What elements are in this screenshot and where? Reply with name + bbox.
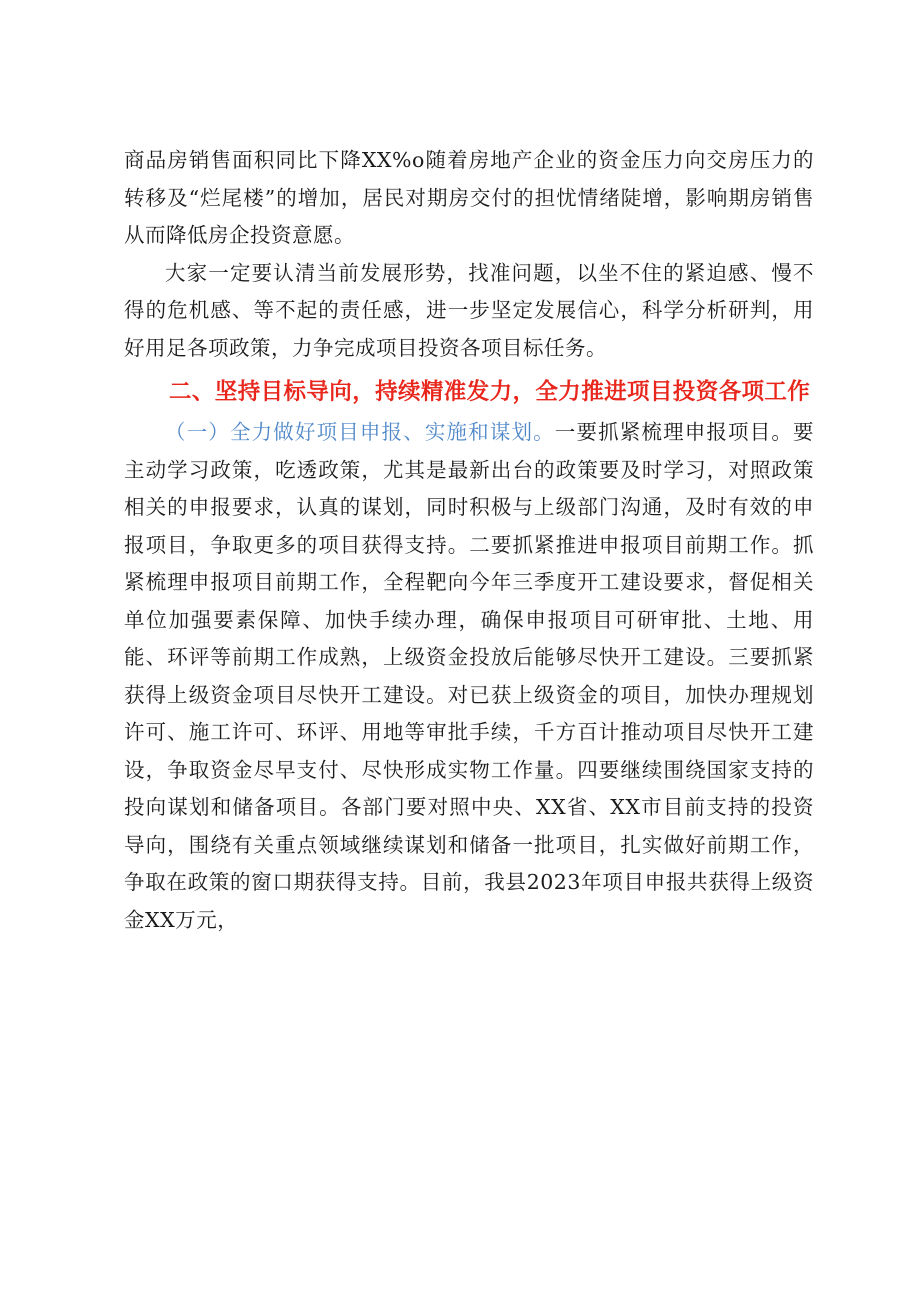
body-paragraph-3 (124, 414, 814, 939)
section-heading: 二、坚持目标导向，持续精准发力，全力推进项目投资各项工作 (169, 379, 811, 405)
subsection-body: 一要抓紧梳理申报项目。要主动学习政策，吃透政策，尤其是最新出台的政策要及时学习，对照政策相关的申报要求，认真的谋划，同时积极与上级部门沟通，及时有效的申报项目，争取更多的项目获得支持。二要抓紧推进申报项目前期工作。抓紧梳理申报项目前期工作，全程靶向今年三季度开工建设要求，督促相关单位加强要素保障、加快手续办理，确保申报项目可研审批、土地、用能、环评等前期工作成熟，上级资金投放后能够尽快开工建设。三要抓紧获得上级资金项目尽快开工建设。对已获上级资金的项目，加快办理规划许可、施工许可、环评、用地等审批手续，千方百计推动项目尽快开工建设，争取资金尽早支付、尽快形成实物工作量。四要继续围绕国家支持的投向谋划和储备项目。各部门要对照中央、XX省、XX市目前支持的投资导向，围绕有关重点领域继续谋划和储备一批项目，扎实做好前期工作，争取在政策的窗口期获得支持。目前，我县2023年项目申报共获得上级资金XX万元， (124, 420, 815, 932)
subsection-title: （一）全力做好项目申报、实施和谋划。 (165, 420, 555, 444)
body-paragraph-2: 大家一定要认清当前发展形势，找准问题，以坐不住的紧迫感、慢不得的危机感、等不起的责任感，进一步坚定发展信心，科学分析研判，用好用足各项政策，力争完成项目投资各项目标任务。 (124, 260, 814, 360)
body-paragraph-1: 商品房销售面积同比下降XX%o随着房地产企业的资金压力向交房压力的转移及“烂尾楼”的增加，居民对期房交付的担忧情绪陡增，影响期房销售从而降低房企投资意愿。 (124, 148, 814, 247)
document-page (124, 142, 814, 939)
